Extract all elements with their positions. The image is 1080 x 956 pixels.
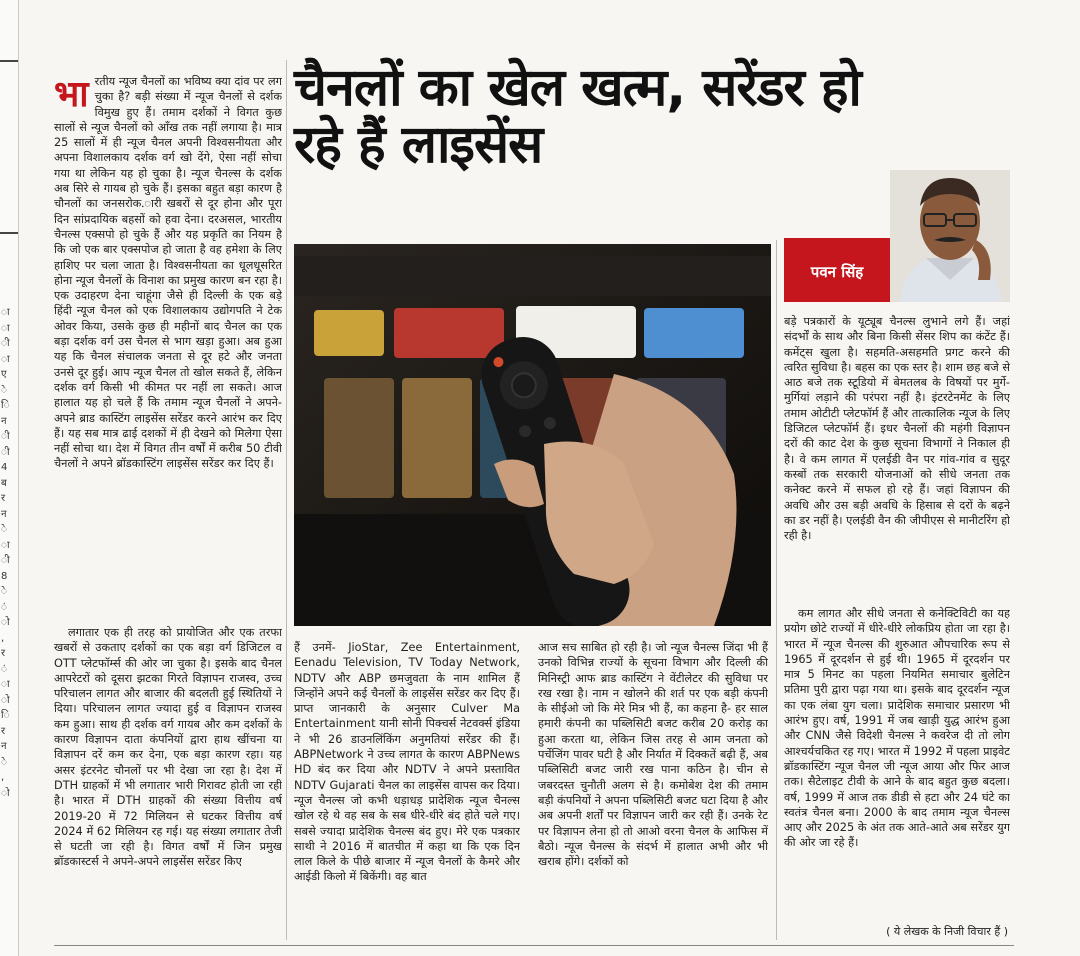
drop-cap: भा bbox=[54, 74, 89, 115]
article-column-1-intro bbox=[54, 74, 282, 624]
headline-line-2: रहे हैं लाइसेंस bbox=[294, 115, 543, 175]
adjacent-column-text: ा ा ी ा ए े ि न ी ी 4 ब र न े ा ी 8 े ं ो , र ं ा ो ि र न े , ो bbox=[1, 307, 10, 799]
article-column-2 bbox=[294, 640, 520, 938]
column-4-lower-text: कम लागत और सीधे जनता से कनेक्टिविटी का यह प्रयोग छोटे राज्यों में धीरे-धीरे लोकप्रिय होता जा रहा है। भारत में न्यूज चैनल्स की शुरुआत औपचारिक रूप से 1965 में दूरदर्शन से हुई थी। 1965 में दूरदर्शन पर मात्र 5 मिनट का पहला नियमित समाचार बुलेटिन प्रतिमा पुरी द्वारा पढ़ा गया था। इसके बाद दूरदर्शन न्यूज का एक लंबा युग चला। प्रादेशिक समाचार प्रसारण भी आरंभ हुए। वर्ष, 1991 में जब खाड़ी युद्ध आरंभ हुआ और CNN जैसे विदेशी चैनल्स ने कवरेज दी तो लोग आश्चर्यचकित रह गए। भारत में 1992 में पहला प्राइवेट ब्रॉडकास्टिंग न्यूज चैनल जी न्यूज आया और फिर आज तक। सैटेलाइट टीवी के आने के बाद बहुत कुछ बदला। वर्ष, 1999 में आज तक डीडी से हटा और 24 घंटे का स्वतंत्र चैनल बना। 2000 के बाद तमाम न्यूज चैनल्स आए और 2025 के अंत तक आते-आते अब सरेंडर युग की ओर जा रहे हैं। bbox=[784, 607, 1010, 850]
headline bbox=[294, 60, 994, 174]
article-column-3 bbox=[538, 640, 768, 938]
article-column-4-lower bbox=[784, 606, 1010, 918]
author-name: पवन सिंह bbox=[810, 263, 864, 281]
column-3-text: आज सच साबित हो रही है। जो न्यूज चैनल्स जिंदा भी हैं उनको विभिन्न राज्यों के सूचना विभाग और दिल्ली की मिनिस्ट्री आफ ब्राड कास्टिंग ने वेंटीलेटर की सुविधा पर रख रखा है। नाम न खोलने की शर्त पर एक बड़ी कंपनी के सीईओ जो कि मेरे मित्र भी हैं, का कहना है- हर साल हमारी कंपनी का पब्लिसिटी बजट करीब 20 करोड़ का हुआ करता था, लेकिन जिस तरह से आम जनता को पर्चेजिंग पावर घटी है और निर्यात में दिक्कतें बढ़ी हैं, अब पब्लिसिटी बजट जारी रख पाना कठिन है। चीन से जबरदस्त चुनौती अलग से है। कमोबेश देश की तमाम बड़ी कंपनियों ने अपना पब्लिसिटी बजट घटा दिया है और अब अपनी शर्तों पर विज्ञापन जारी कर रही हैं। उनके रेट पर विज्ञापन लेना हो तो आओ वरना चैनल के आफिस में बैठो। न्यूज चैनल्स के संदर्भ में हालात अभी और भी खराब होंगे। दर्शकों को bbox=[538, 641, 768, 869]
author-portrait-icon bbox=[890, 170, 1010, 302]
page-bottom-rule bbox=[54, 945, 1014, 946]
strip-rule bbox=[0, 60, 18, 62]
article-column-4-upper bbox=[784, 314, 1010, 606]
column-divider bbox=[776, 240, 777, 940]
headline-line-1: चैनलों का खेल खत्म, सरेंडर हो bbox=[294, 58, 861, 118]
column-4-upper-text: बड़े पत्रकारों के यूट्यूब चैनल्स लुभाने लगे हैं। जहां संदर्भों के साथ और बिना किसी सेंसर शिप का कंटेंट हैं। कमेंट्स खुला है। सहमति-असहमति प्रगट करने की त्वरित सुविधा है। बहस का एक स्तर है। शाम छह बजे से आठ बजे तक स्टूडियो में बेमतलब के विषयों पर मुर्गे-मुर्गियां लड़ाने की परंपरा नहीं है। इंटरटेनमेंट के लिए तमाम ओटीटी प्लेटफॉर्म हैं और तात्कालिक न्यूज के लिए डिजिटल प्लेटफॉर्म हैं। इधर चैनलों की महंगी विज्ञापन दरों की काट देश के कुछ सूचना विभागों ने निकाल ही है। वे कम लागत में एलईडी वैन पर गांव-गांव व सुदूर कस्बों तक सरकारी योजनाओं को सीधे जनता तक कनेक्ट करने में सफल हो रहे हैं। जहां विज्ञापन की अवधि और उस बड़ी अवधि के हिसाब से दरों के बढ़ने का डर नहीं है। एलईडी वैन की जीपीएस से मानीटरिंग हो रही है। bbox=[784, 315, 1010, 543]
author-disclaimer: ( ये लेखक के निजी विचार हैं ) bbox=[886, 925, 1008, 938]
strip-rule bbox=[0, 232, 18, 234]
tv-remote-photo-icon bbox=[294, 244, 771, 626]
adjacent-column-strip bbox=[0, 0, 19, 956]
article-column-1-lower bbox=[54, 625, 282, 937]
column-divider bbox=[286, 60, 287, 940]
column-2-text: हैं उनमें- JioStar, Zee Entertainment, Eenadu Television, TV Today Network, NDTV और ABP छमजुवता के नाम शामिल हैं जिन्होंने अपने कई चैनलों के लाइसेंस सरेंडर कर दिए हैं। प्राप्त जानकारी के अनुसार Culver Ma Entertainment यानी सोनी पिक्चर्स नेटवर्क्स इंडिया ने भी 26 डाउनलिंकिंग अनुमतियां सरेंडर की हैं। ABPNetwork ने उच्च लागत के कारण ABPNews HD बंद कर दिया और NDTV ने अपने प्रस्तावित NDTV Gujarati चैनल का लाइसेंस वापस कर दिया। न्यूज चैनल्स जो कभी धड़ाधड़ प्रादेशिक न्यूज चैनल्स खोल रहे थे वह सब के सब धीरे-धीरे बंद होते चले गए। सबसे ज्यादा प्रादेशिक चैनल्स बंद हुए। मेरे एक पत्रकार साथी ने 2016 में बातचीत में कहा था कि एक दिन लाल किले के पीछे बाजार में न्यूज चैनलों के कैमरे और आईडी किलो में बिकेंगी। वह बात bbox=[294, 641, 520, 884]
intro-text: रतीय न्यूज चैनलों का भविष्य क्या दांव पर लग चुका है? बड़ी संख्या में न्यूज चैनलों से दर्शक विमुख हुए हैं। तमाम दर्शकों ने विगत कुछ सालों से न्यूज चैनलों को आँख तक नहीं लगाया है। मात्र 25 सालों में ही न्यूज चैनल अपनी विश्वसनीयता और अपना विशालकाय दर्शक वर्ग खो देंगे, ऐसा नहीं सोचा गया था लेकिन यह हो चुका है। न्यूज चैनल्स के दर्शक अब सिरे से गायब हो चुके हैं। इसका बहुत बड़ा कारण है चौनलों का जनसरोक.ारी खबरों से दूर होना और पूरा दिन सांप्रदायिक बहसों को हवा देना। दरअसल, भारतीय चैनल्स एक्सपो हो चुके हैं और यह प्रकृति का नियम है कि जो एक बार एक्सपोज हो जाता है वह हमेशा के लिए हाशिए पर चला जाता है। विश्वसनीयता का धूलधूसरित होना न्यूज चैनलों के विनाश का प्रमुख कारण बन रहा है। एक उदाहरण देना चाहूंगा जैसे ही दिल्ली के एक बड़े हिंदी न्यूज चैनल को एक विशालकाय उद्योगपति ने टेक ओवर किया, उसके कुछ ही महीनों बाद चैनल का एक बड़ा दर्शक वर्ग उस चैनल से भाग खड़ा हुआ। अब हुआ यह कि चैनल संचालक जनता से दूर हटे और जनता उनसे दूर हुई। आप न्यूज चैनल तो खोल सकते हैं, लेकिन दर्शक वर्ग किसी भी कीमत पर नहीं ला सकते। आज हालात यह हो चले हैं कि तमाम न्यूज चैनलों ने अपने-अपने ब्राड कास्टिंग लाइसेंस सरेंडर करने आरंभ कर दिए हैं। यह सब मात्र ढाई दशकों में ही देखने को मिलेगा ऐसा नहीं सोचा था। देश में विगत तीन वर्षों में करीब 50 टीवी चैनलों ने अपने ब्रॉडकास्टिंग लाइसेंस सरेंडर कर दिए हैं। bbox=[54, 75, 282, 471]
column-1-lower-text: लगातार एक ही तरह को प्रायोजित और एक तरफा खबरों से उकताए दर्शकों का एक बड़ा वर्ग डिजिटल व OTT प्लेटफॉर्म्स की ओर जा चुका है। इसके बाद चैनल आपरेटरों को दूसरा झटका गिरते विज्ञापन राजस्व, उच्च परिचालन लागत और बाजार की बदलती हुई स्थितियों ने दिया। परिचालन लागत ज्यादा हुई व विज्ञापन राजस्व कम हुआ। साथ ही दर्शक वर्ग गायब और कम दर्शकों के कारण विज्ञापन दाता कंपनियों द्वारा हाथ खींचना या विज्ञापन दरें कम कर देना, एक बड़ा कारण रहा। यह असर इंटरनेट चौनलों पर भी देखा जा रहा है। देश में DTH ग्राहकों में भी लगातार भारी गिरावट होती जा रही है। भारत में DTH ग्राहकों की संख्या वित्तीय वर्ष 2019-20 में 72 मिलियन से घटकर वित्तीय वर्ष 2024 में 62 मिलियन रह गई। यह संख्या लगातार तेजी से घटती जा रही है। विगत वर्षों में जिन प्रमुख ब्रॉडकास्टर्स ने अपने-अपने लाइसेंस सरेंडर किए bbox=[54, 626, 282, 869]
